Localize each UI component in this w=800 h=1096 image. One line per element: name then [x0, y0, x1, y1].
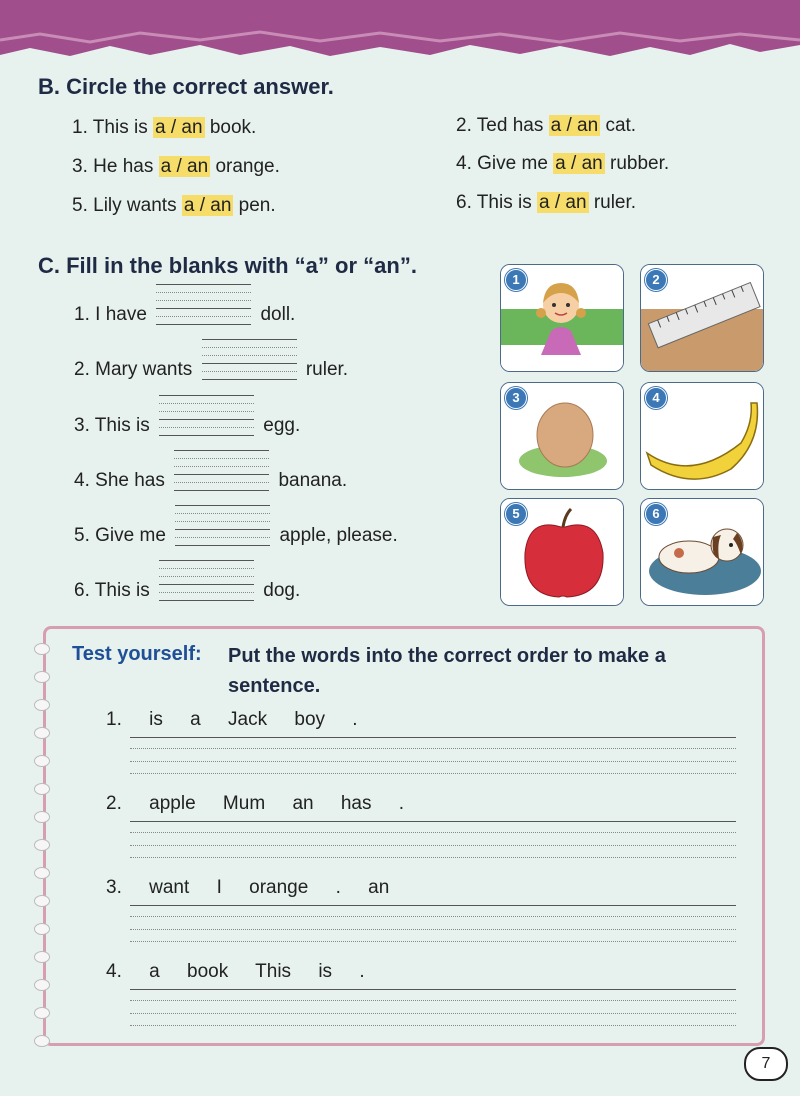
test-yourself-label: Test yourself:	[72, 643, 202, 665]
fill-question-5: 5. Give me apple, please.	[74, 525, 398, 547]
choice-a-an[interactable]: a / an	[160, 156, 209, 177]
choice-a-an[interactable]: a / an	[183, 195, 232, 216]
word-order-item-4: 4. a book This is .	[106, 961, 365, 982]
picture-number-badge: 4	[645, 387, 667, 409]
picture-number-badge: 1	[505, 269, 527, 291]
circle-question-6: 6. This is a / an ruler.	[456, 192, 637, 213]
section-c-title: C. Fill in the blanks with “a” or “an”.	[38, 253, 417, 278]
page-number: 7	[744, 1047, 788, 1081]
fill-question-1: 1. I have doll.	[74, 304, 295, 326]
answer-blank[interactable]	[202, 359, 297, 381]
picture-number-badge: 2	[645, 269, 667, 291]
picture-number-badge: 6	[645, 503, 667, 525]
section-b-title: B. Circle the correct answer.	[38, 74, 334, 99]
word-order-item-2: 2. apple Mum an has .	[106, 793, 405, 814]
choice-a-an[interactable]: a / an	[154, 117, 203, 138]
choice-a-an[interactable]: a / an	[538, 192, 587, 213]
binder-rings	[34, 643, 58, 1063]
word-order-item-3: 3. want I orange . an	[106, 877, 390, 898]
circle-question-5: 5. Lily wants a / an pen.	[72, 195, 276, 216]
circle-question-4: 4. Give me a / an rubber.	[456, 153, 670, 174]
circle-question-2: 2. Ted has a / an cat.	[456, 115, 637, 136]
choice-a-an[interactable]: a / an	[555, 153, 603, 174]
word-order-item-1: 1. is a Jack boy .	[106, 709, 358, 730]
fill-question-6: 6. This is dog.	[74, 580, 300, 602]
answer-blank[interactable]	[156, 304, 251, 326]
test-yourself-box	[43, 626, 765, 1046]
circle-question-3: 3. He has a / an orange.	[72, 156, 280, 177]
answer-blank[interactable]	[159, 580, 254, 602]
circle-question-1: 1. This is a / an book.	[72, 117, 257, 138]
top-decorative-band	[0, 0, 800, 70]
fill-question-2: 2. Mary wants ruler.	[74, 359, 348, 381]
answer-blank[interactable]	[175, 525, 270, 547]
fill-question-4: 4. She has banana.	[74, 470, 347, 492]
picture-number-badge: 3	[505, 387, 527, 409]
answer-blank[interactable]	[159, 415, 254, 437]
test-yourself-instruction: Put the words into the correct order to make a sentence.	[228, 645, 666, 697]
fill-question-3: 3. This is egg.	[74, 415, 300, 437]
choice-a-an[interactable]: a / an	[550, 115, 599, 136]
answer-blank[interactable]	[174, 470, 269, 492]
picture-number-badge: 5	[505, 503, 527, 525]
